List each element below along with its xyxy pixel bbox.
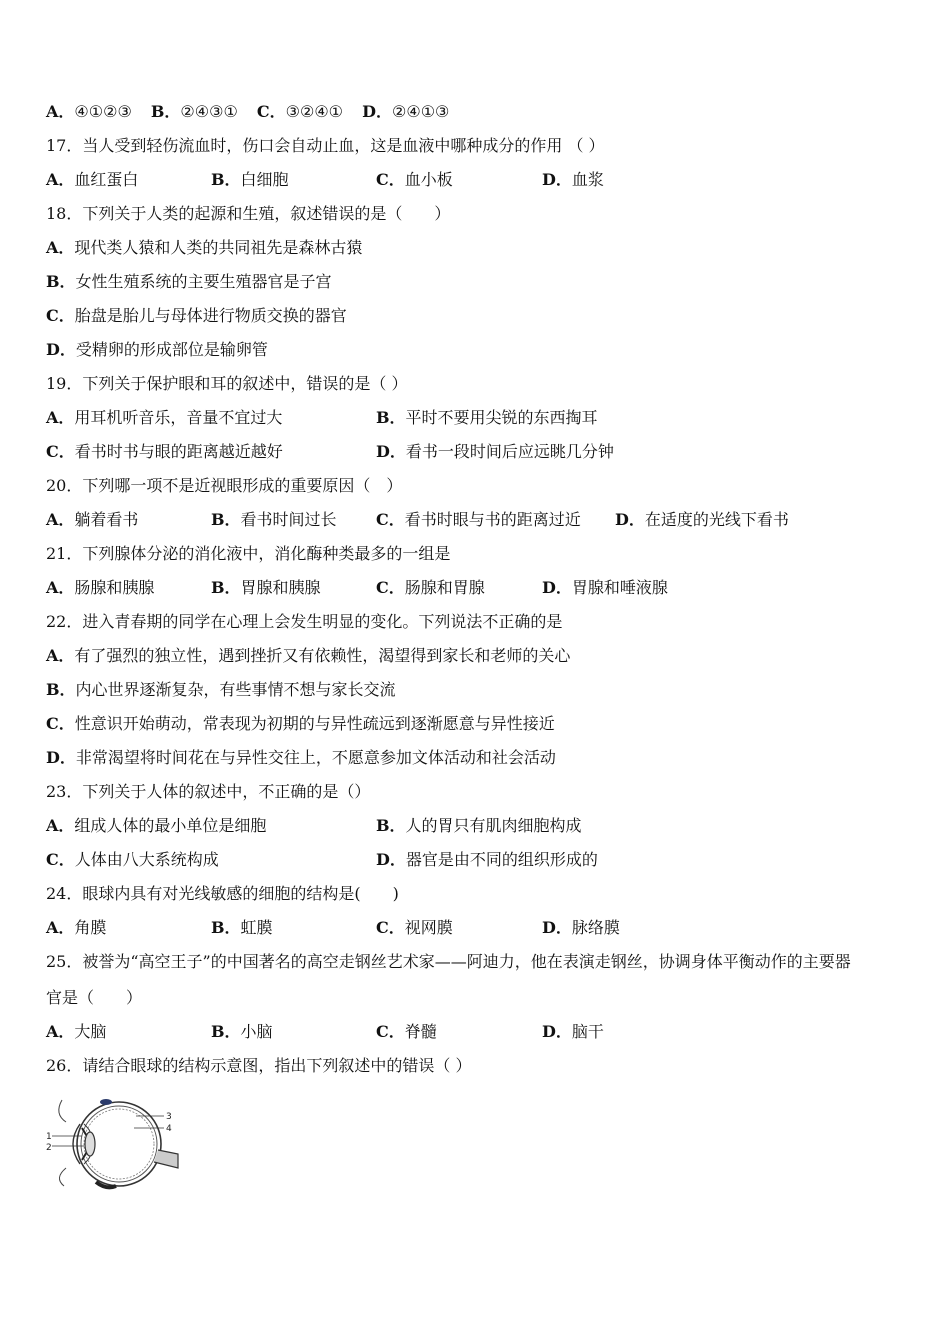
q25-option-a: A．大脑: [46, 1022, 107, 1041]
q17-option-a: A．血红蛋白: [46, 170, 139, 189]
figure-label-1: 1: [46, 1132, 52, 1142]
q25-option-c: C．脊髓: [376, 1022, 437, 1041]
q20-option-c: C．看书时眼与书的距离过近: [376, 510, 581, 529]
q17-stem: 17．当人受到轻伤流血时，伤口会自动止血，这是血液中哪种成分的作用 （ ）: [46, 136, 605, 155]
q17-option-d: D．血浆: [542, 170, 604, 189]
q22-option-c: C．性意识开始萌动，常表现为初期的与异性疏远到逐渐愿意与异性接近: [46, 714, 555, 733]
optic-nerve: [154, 1150, 178, 1168]
q24-option-c: C．视网膜: [376, 918, 453, 937]
q24-option-d: D．脉络膜: [542, 918, 620, 937]
q19-option-a: A．用耳机听音乐，音量不宜过大: [46, 408, 283, 427]
q17-option-b: B．白细胞: [211, 170, 289, 189]
eyeball-diagram: [44, 1094, 184, 1204]
q18-stem: 18．下列关于人类的起源和生殖，叙述错误的是（ ）: [46, 204, 451, 223]
q16-option-d: D．②④①③: [362, 102, 450, 121]
q24-option-b: B．虹膜: [211, 918, 273, 937]
q16-options: [46, 102, 449, 122]
eyelid-upper: [59, 1100, 66, 1122]
q19-stem: 19．下列关于保护眼和耳的叙述中，错误的是（ ）: [46, 374, 408, 393]
q21-option-a: A．肠腺和胰腺: [46, 578, 155, 597]
q22-option-b: B．内心世界逐渐复杂，有些事情不想与家长交流: [46, 680, 396, 699]
q18-option-d: D．受精卵的形成部位是输卵管: [46, 340, 268, 359]
q20-option-d: D．在适度的光线下看书: [615, 510, 789, 529]
q23-option-d: D．器官是由不同的组织形成的: [376, 850, 598, 869]
q23-option-b: B．人的胃只有肌肉细胞构成: [376, 816, 582, 835]
q21-option-d: D．胃腺和唾液腺: [542, 578, 668, 597]
q24-option-a: A．角膜: [46, 918, 107, 937]
q25-stem-line2: 官是（ ）: [46, 988, 143, 1007]
q21-option-b: B．胃腺和胰腺: [211, 578, 321, 597]
q16-option-b: B．②④③①: [150, 102, 238, 121]
q23-option-c: C．人体由八大系统构成: [46, 850, 219, 869]
q18-option-a: A．现代类人猿和人类的共同祖先是森林古猿: [46, 238, 363, 257]
q22-option-a: A．有了强烈的独立性，遇到挫折又有依赖性，渴望得到家长和老师的关心: [46, 646, 571, 665]
eyeball-diagram-svg: [44, 1094, 184, 1204]
q22-option-d: D．非常渴望将时间花在与异性交往上，不愿意参加文体活动和社会活动: [46, 748, 556, 767]
q21-option-c: C．肠腺和胃腺: [376, 578, 485, 597]
q26-stem: 26．请结合眼球的结构示意图，指出下列叙述中的错误（ ）: [46, 1056, 472, 1075]
figure-label-2: 2: [46, 1143, 52, 1153]
q19-option-b: B．平时不要用尖锐的东西掏耳: [376, 408, 598, 427]
q20-option-b: B．看书时间过长: [211, 510, 337, 529]
q25-stem-line1: 25．被誉为“高空王子”的中国著名的高空走钢丝艺术家——阿迪力，他在表演走钢丝，协调身体平衡动作的主要器: [46, 952, 851, 971]
figure-label-3: 3: [166, 1112, 172, 1122]
q19-option-c: C．看书时书与眼的距离越近越好: [46, 442, 283, 461]
q17-option-c: C．血小板: [376, 170, 453, 189]
q16-option-c: C．③②④①: [256, 102, 344, 121]
q24-stem: 24．眼球内具有对光线敏感的细胞的结构是( ): [46, 884, 399, 903]
q23-option-a: A．组成人体的最小单位是细胞: [46, 816, 267, 835]
eyelid-lower: [59, 1168, 66, 1186]
q18-option-b: B．女性生殖系统的主要生殖器官是子宫: [46, 272, 332, 291]
lens: [85, 1132, 95, 1156]
q21-stem: 21．下列腺体分泌的消化液中，消化酶种类最多的一组是: [46, 544, 451, 563]
muscle-top: [100, 1099, 112, 1105]
q20-option-a: A．躺着看书: [46, 510, 139, 529]
q25-option-b: B．小脑: [211, 1022, 273, 1041]
q19-option-d: D．看书一段时间后应远眺几分钟: [376, 442, 614, 461]
q22-stem: 22．进入青春期的同学在心理上会发生明显的变化。下列说法不正确的是: [46, 612, 563, 631]
q16-option-a: A．④①②③: [46, 102, 132, 121]
q23-stem: 23．下列关于人体的叙述中，不正确的是（）: [46, 782, 371, 801]
q25-option-d: D．脑干: [542, 1022, 604, 1041]
figure-label-4: 4: [166, 1124, 172, 1134]
q18-option-c: C．胎盘是胎儿与母体进行物质交换的器官: [46, 306, 347, 325]
q20-stem: 20．下列哪一项不是近视眼形成的重要原因（ ）: [46, 476, 403, 495]
